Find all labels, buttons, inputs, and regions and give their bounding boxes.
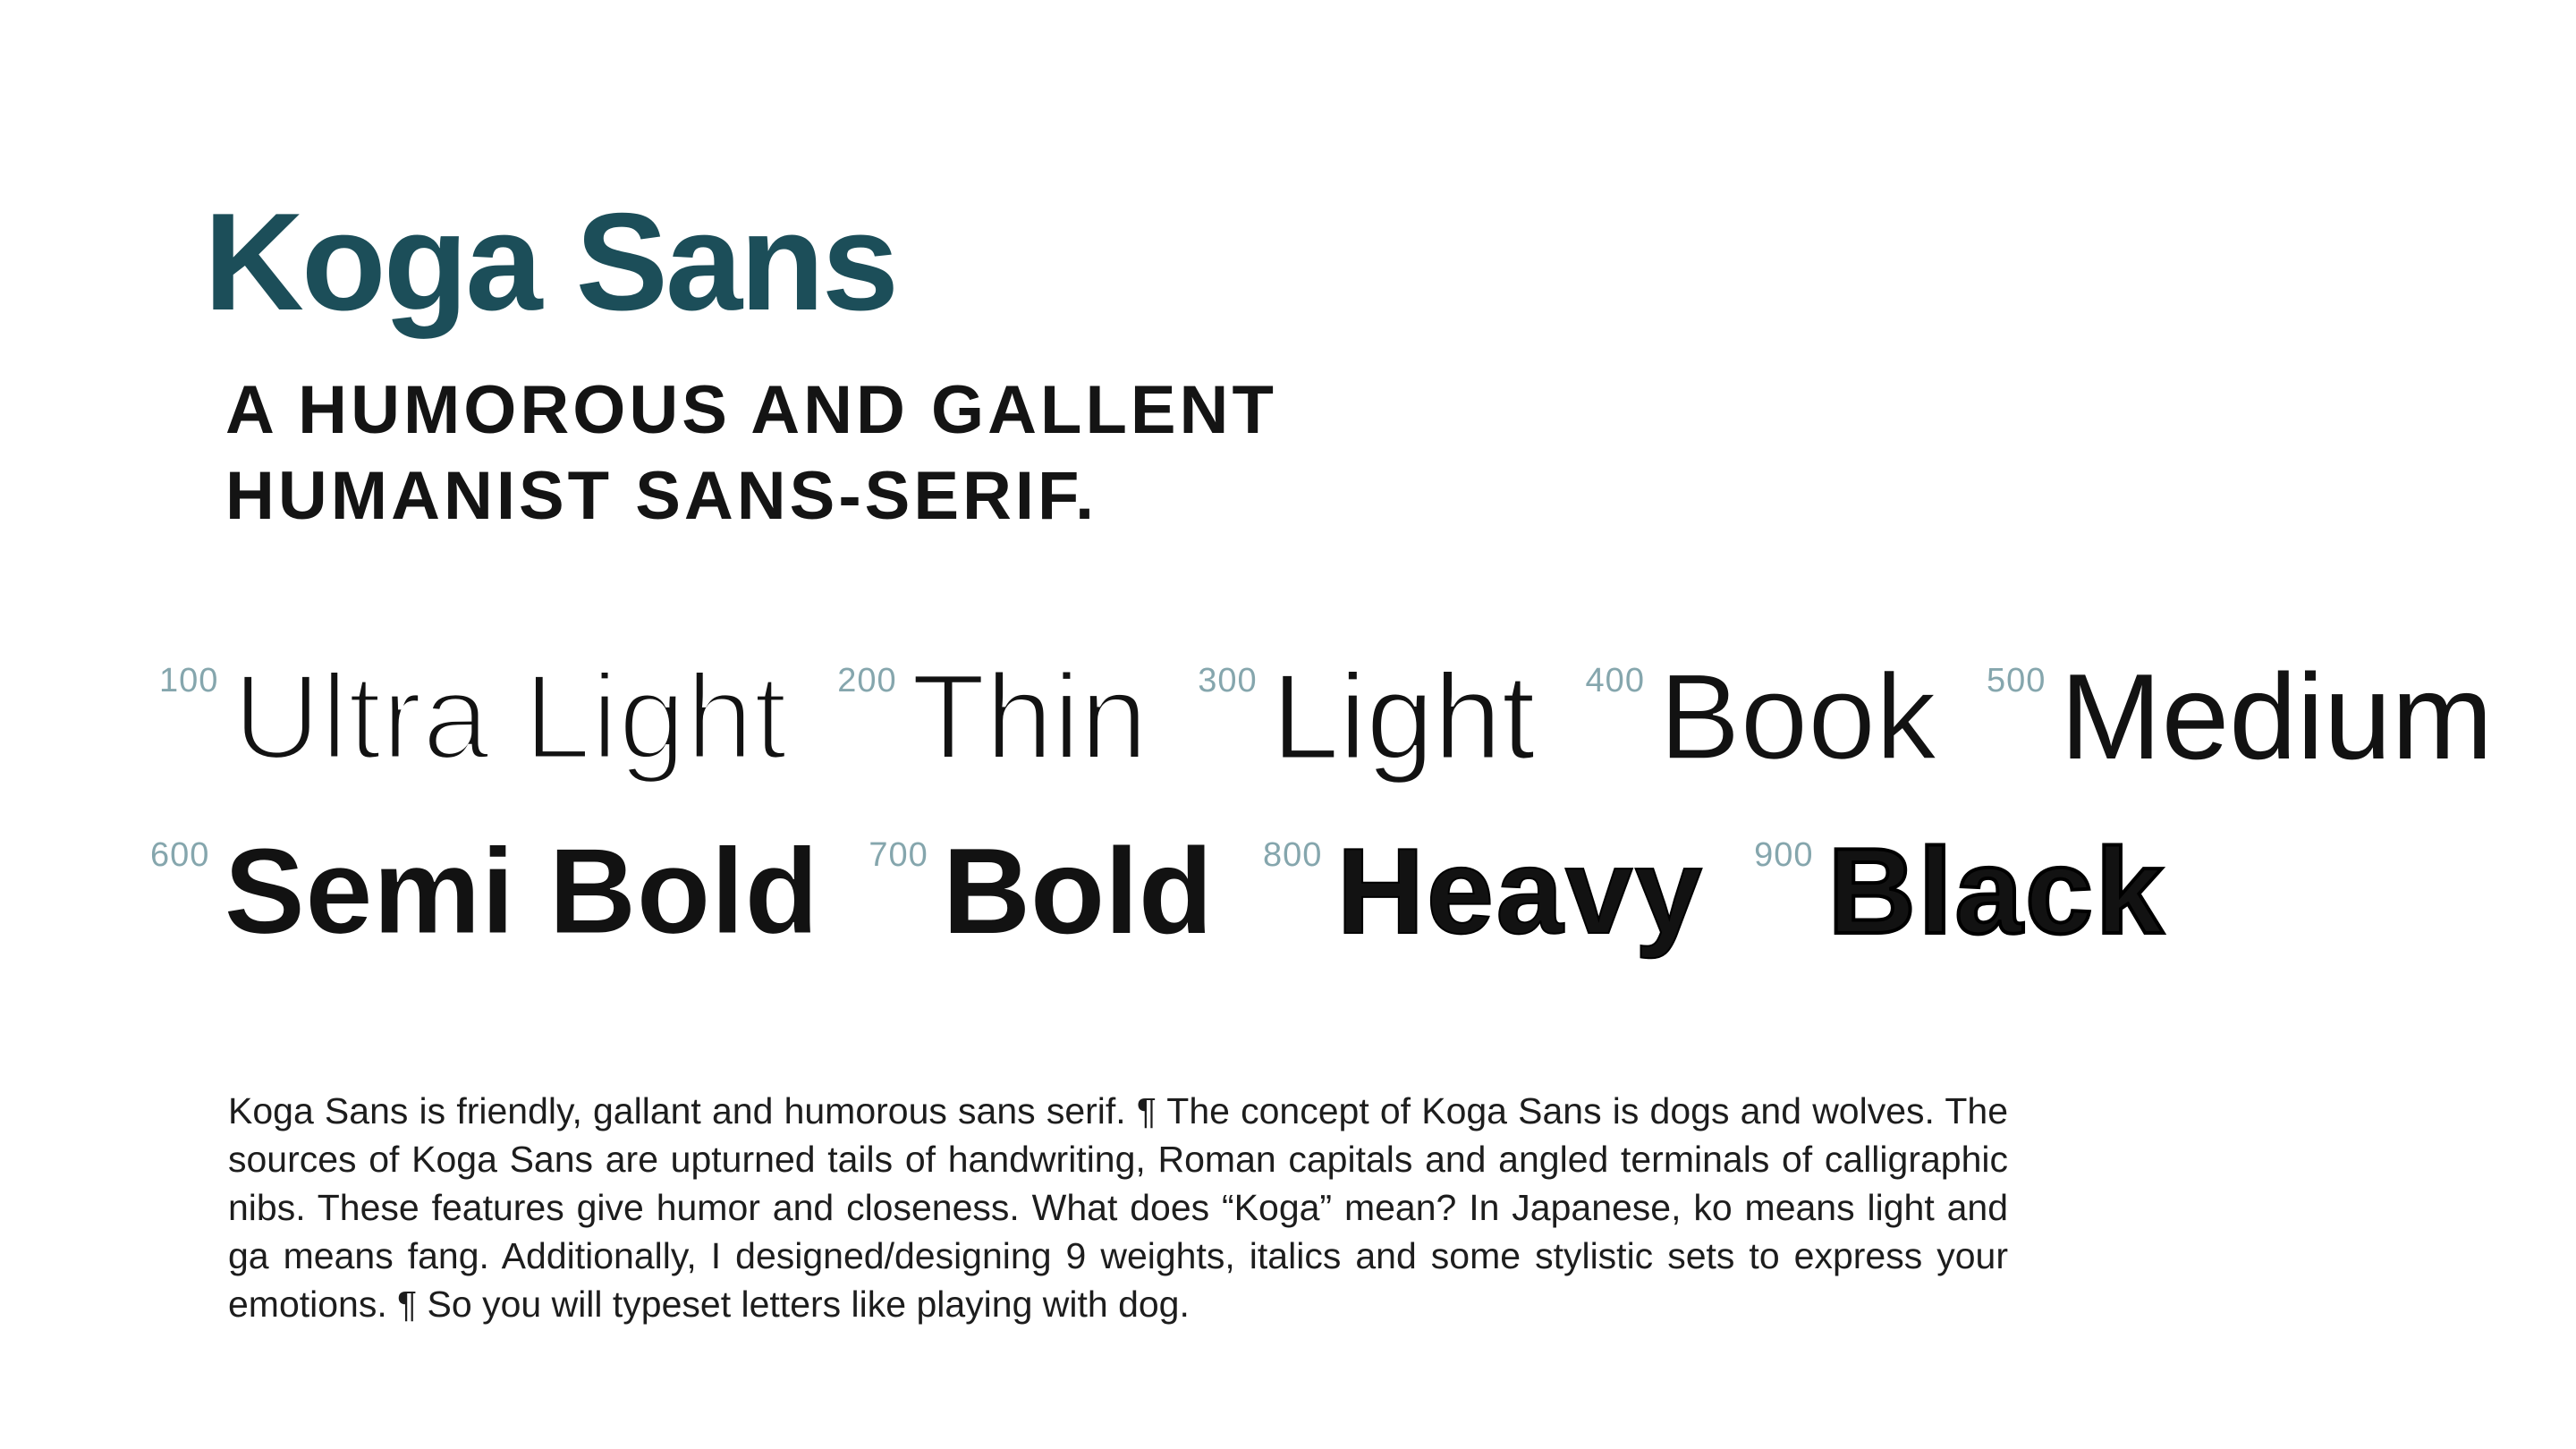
weight-specimen-400 [1585, 648, 1936, 784]
weight-specimen-300 [1198, 648, 1536, 784]
weight-label-bold: Bold [942, 823, 1213, 959]
weight-label-book: Book [1658, 648, 1936, 784]
weight-specimen-200 [837, 648, 1148, 784]
weight-label-semi-bold: Semi Bold [224, 823, 819, 959]
weight-number-200: 200 [837, 662, 897, 699]
weight-number-900: 900 [1754, 836, 1814, 874]
weight-specimen-800 [1262, 823, 1705, 959]
weight-label-ultra-light: Ultra Light [233, 648, 788, 784]
weight-specimen-900 [1754, 823, 2166, 959]
weight-number-600: 600 [150, 836, 210, 874]
weights-row-1 [0, 648, 2494, 784]
weight-label-light: Light [1271, 648, 1536, 784]
weight-specimen-100 [159, 648, 788, 784]
subtitle-line-2: HUMANIST SANS-SERIF. [225, 458, 1098, 534]
weight-label-heavy: Heavy [1336, 823, 1705, 959]
subtitle-line-1: A HUMOROUS AND GALLENT [225, 372, 1277, 448]
weight-specimen-700 [869, 823, 1213, 959]
typeface-title: Koga Sans [204, 184, 897, 339]
typeface-subtitle [225, 368, 1277, 539]
weight-number-300: 300 [1198, 662, 1258, 699]
weight-number-100: 100 [159, 662, 219, 699]
weight-specimen-600 [150, 823, 819, 959]
typeface-description: Koga Sans is friendly, gallant and humorous sans serif. ¶ The concept of Koga Sans is dogs and wolves. The sources of Koga Sans are upturned tails of handwriting, Roman capitals and angled terminals of calligraphic nibs. These features give humor and closeness. What does “Koga” mean? In Japanese, ko means light and ga means fang. Additionally, I designed/designing 9 weights, italics and some stylistic sets to express your emotions. ¶ So you will typeset letters like playing with dog. [228, 1090, 2008, 1325]
weight-label-black: Black [1827, 823, 2166, 959]
weight-label-medium: Medium [2060, 648, 2494, 784]
weight-number-400: 400 [1585, 662, 1645, 699]
weights-row-2 [0, 823, 2166, 959]
weight-number-500: 500 [1986, 662, 2046, 699]
weight-specimen-500 [1986, 648, 2494, 784]
weight-label-thin: Thin [911, 648, 1148, 784]
weight-number-700: 700 [869, 836, 928, 874]
weight-number-800: 800 [1262, 836, 1323, 874]
